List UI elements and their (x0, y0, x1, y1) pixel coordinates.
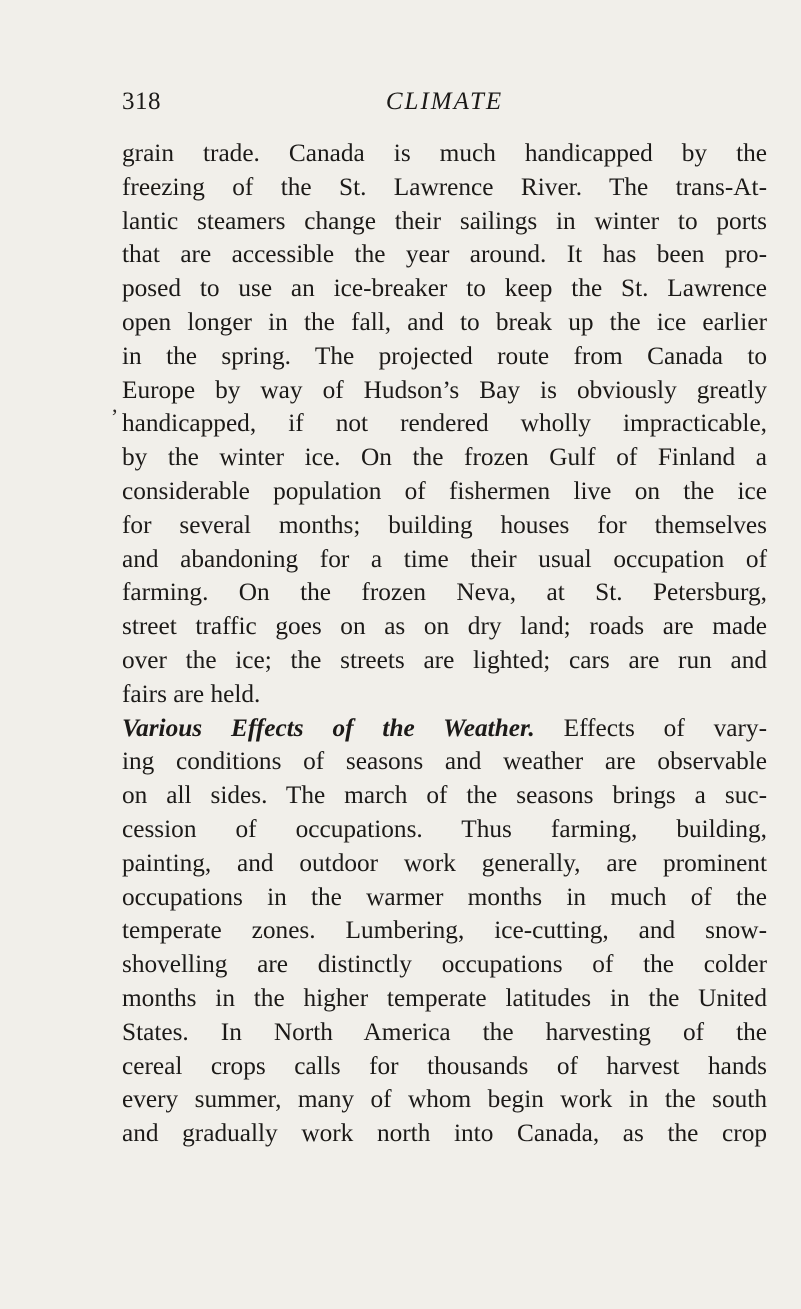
section-heading-line: Various Effects of the Weather. Effects of vary- (122, 713, 767, 742)
text-line: grain trade. Canada is much handicapped by the (122, 139, 767, 167)
text-line: open longer in the fall, and to break up the ice earlier (122, 307, 767, 336)
text-line: freezing of the St. Lawrence River. The trans-At- (122, 172, 767, 201)
text-line: considerable population of fishermen live on the ice (122, 476, 767, 505)
text-line: street traffic goes on as on dry land; roads are made (122, 612, 767, 641)
text-line: every summer, many of whom begin work in the south (122, 1085, 767, 1114)
text-line: in the spring. The projected route from Canada to (122, 341, 767, 370)
text-line: that are accessible the year around. It has been pro- (122, 240, 767, 269)
body-text (122, 137, 767, 1151)
text-line: over the ice; the streets are lighted; cars are run and (122, 645, 767, 674)
margin-mark: , (112, 392, 118, 417)
text-line: cereal crops calls for thousands of harvest hands (122, 1051, 767, 1080)
text-line: and abandoning for a time their usual occupation of (122, 544, 767, 573)
text-line: ing conditions of seasons and weather are observable (122, 747, 767, 776)
text-line: farming. On the frozen Neva, at St. Petersburg, (122, 578, 767, 607)
text-line: States. In North America the harvesting of the (122, 1017, 767, 1046)
text-line: for several months; building houses for themselves (122, 510, 767, 539)
text-line: shovelling are distinctly occupations of the colder (122, 950, 767, 979)
text-line: lantic steamers change their sailings in winter to ports (122, 206, 767, 235)
text-line: posed to use an ice-breaker to keep the St. Lawrence (122, 274, 767, 303)
running-head (122, 82, 767, 122)
text-line: temperate zones. Lumbering, ice-cutting, and snow- (122, 916, 767, 945)
text-line: on all sides. The march of the seasons brings a suc- (122, 781, 767, 810)
page-number: 318 (122, 88, 161, 115)
text-line: by the winter ice. On the frozen Gulf of Finland a (122, 443, 767, 472)
text-line: cession of occupations. Thus farming, building, (122, 814, 767, 843)
text-line: and gradually work north into Canada, as the crop (122, 1119, 767, 1148)
text-line: occupations in the warmer months in much of the (122, 882, 767, 911)
text-line: handicapped, if not rendered wholly impracticable, (122, 409, 767, 438)
section-heading: Various Effects of the Weather. (122, 713, 535, 742)
running-title: CLIMATE (385, 88, 504, 115)
text-line: painting, and outdoor work generally, are prominent (122, 848, 767, 877)
text-line: Europe by way of Hudson’s Bay is obviously greatly (122, 375, 767, 404)
paragraph-end-line: fairs are held. (122, 679, 261, 708)
text-line: months in the higher temperate latitudes in the United (122, 983, 767, 1012)
